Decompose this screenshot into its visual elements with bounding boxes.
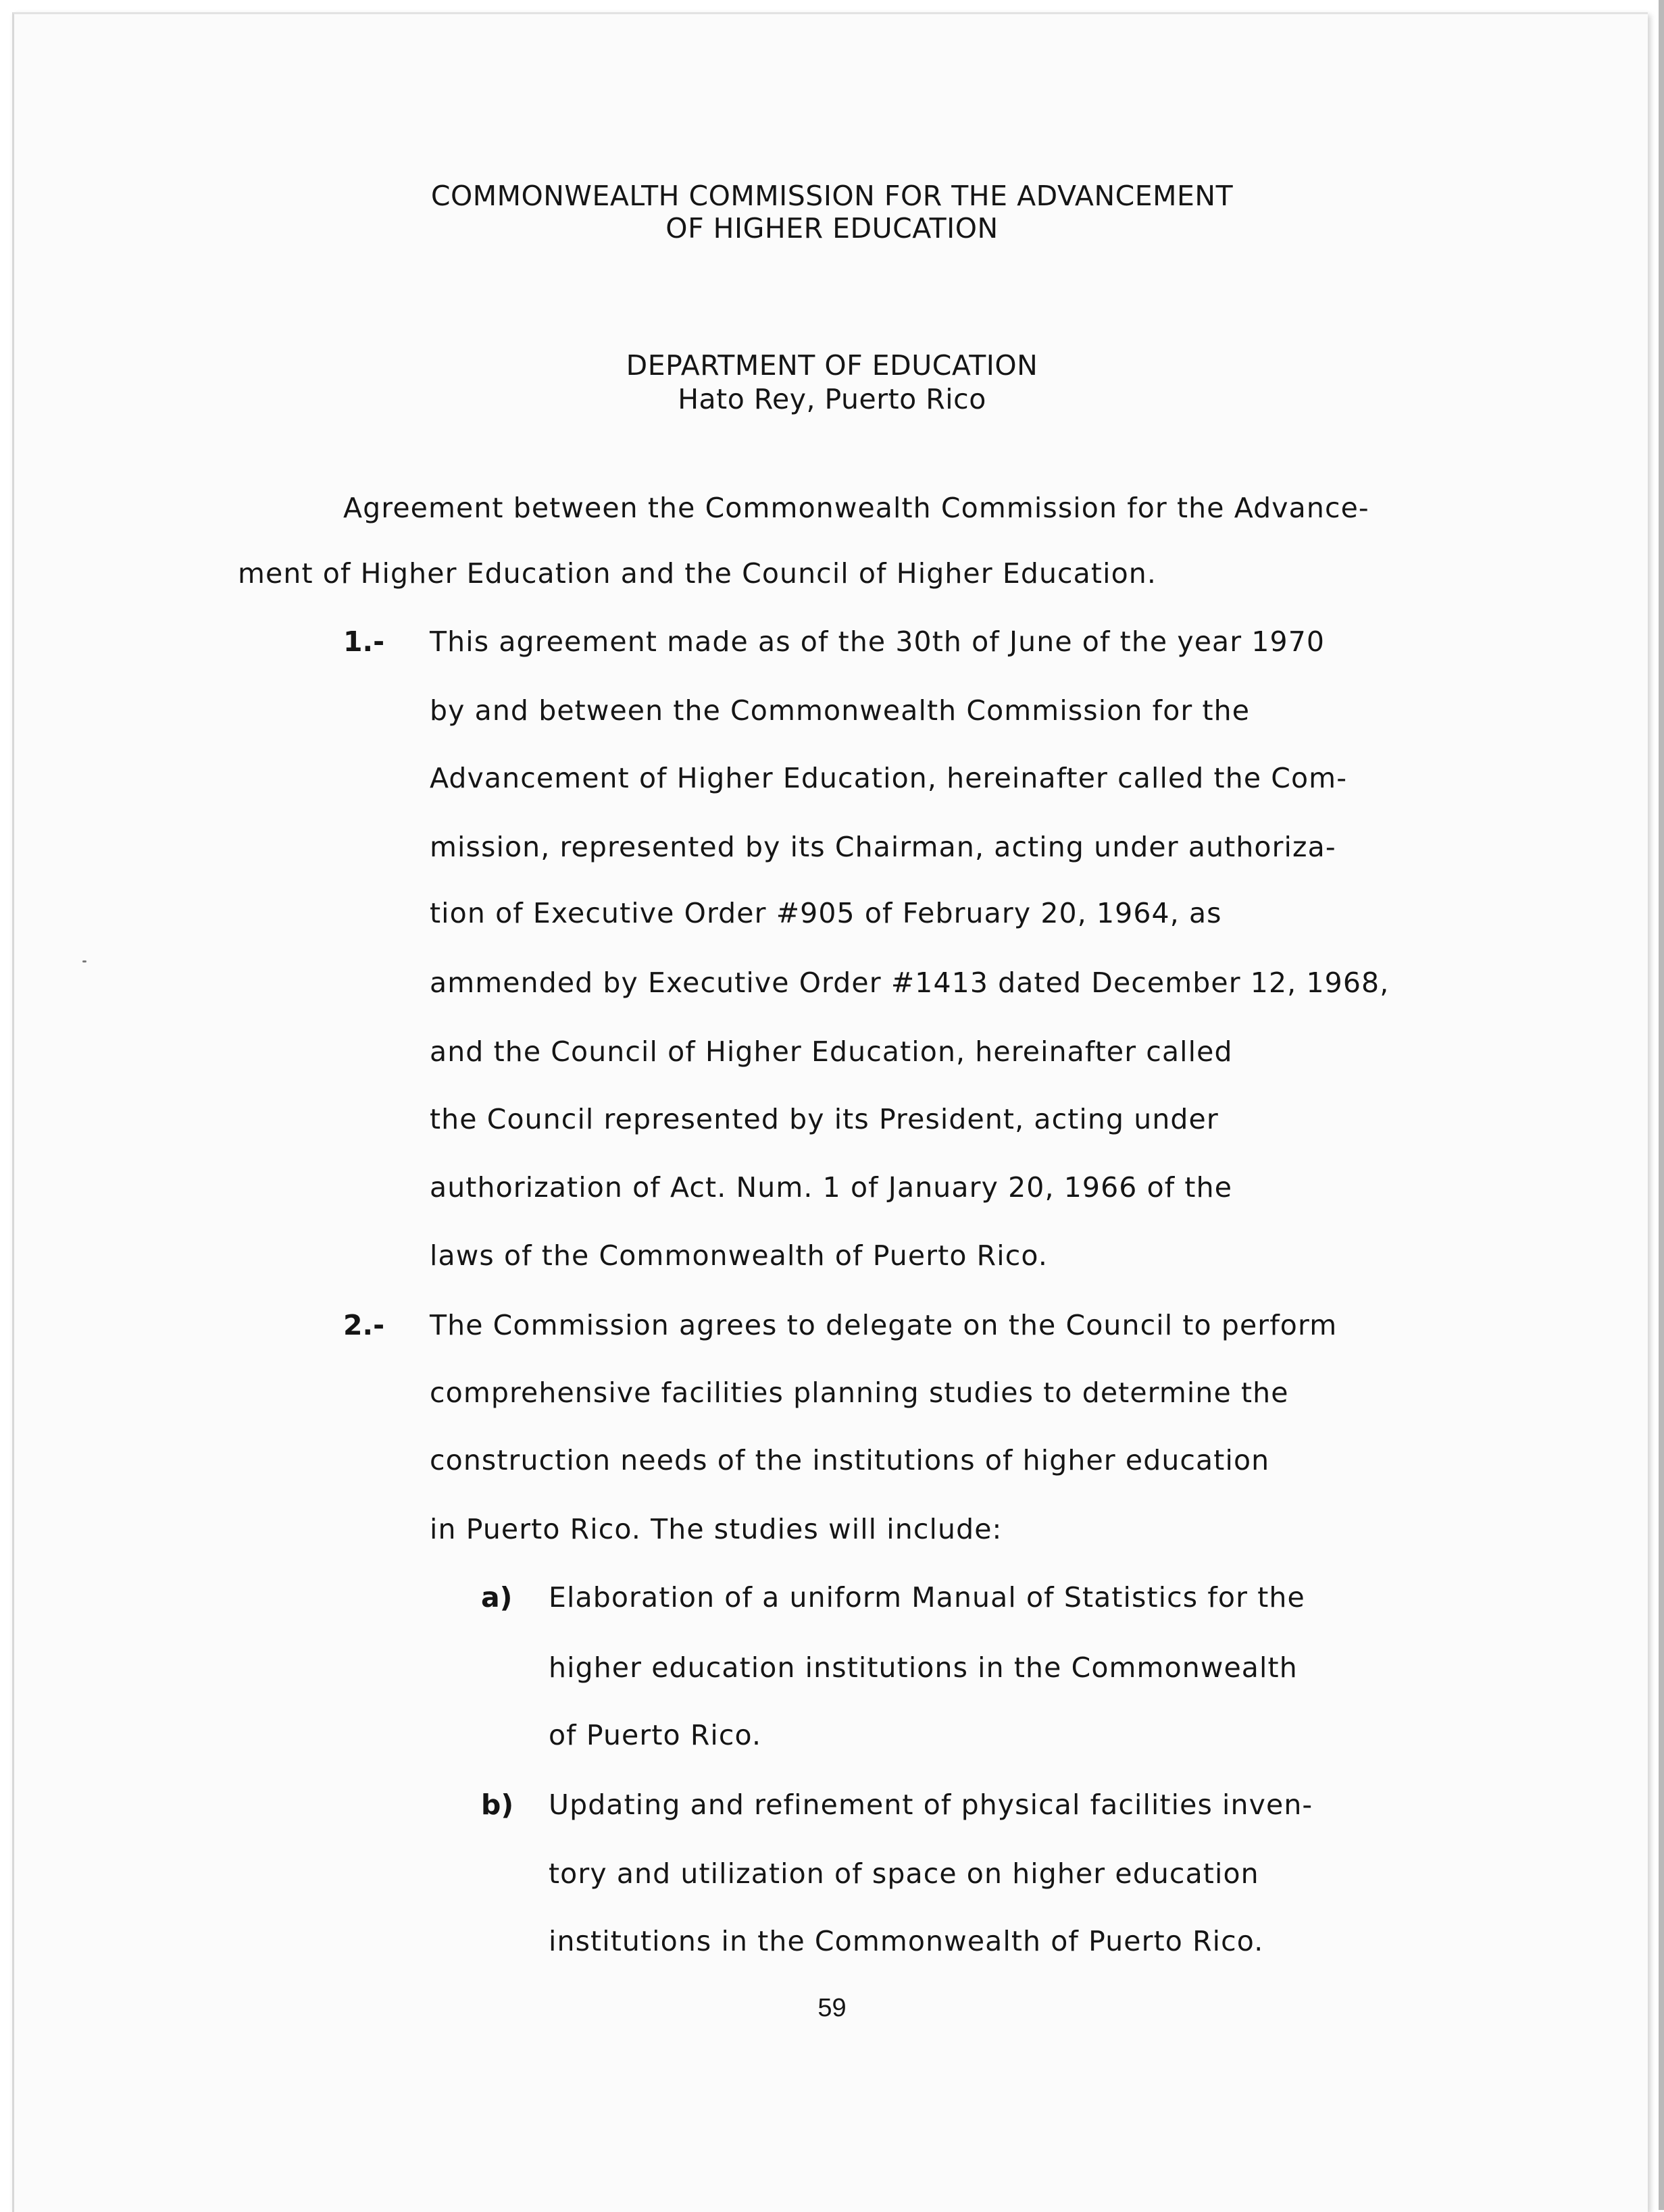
page-edge-shadow	[1659, 0, 1664, 2210]
subitem-b-line: tory and utilization of space on higher education	[549, 1857, 1259, 1890]
clause-2-number: 2.-	[343, 1309, 385, 1341]
clause-2-line: comprehensive facilities planning studies to determine the	[430, 1377, 1289, 1409]
commission-title-line-2: OF HIGHER EDUCATION	[665, 212, 999, 245]
subitem-a-line: higher education institutions in the Commonwealth	[549, 1651, 1298, 1684]
clause-2-line: construction needs of the institutions of higher education	[430, 1444, 1270, 1476]
subitem-a-label: a)	[481, 1581, 513, 1614]
clause-1-number: 1.-	[343, 625, 385, 658]
subitem-b-label: b)	[481, 1789, 514, 1821]
clause-2-line: in Puerto Rico. The studies will include:	[430, 1513, 1003, 1545]
clause-1-line: authorization of Act. Num. 1 of January 20, 1966 of the	[430, 1171, 1233, 1204]
clause-1-line: mission, represented by its Chairman, acting under authoriza-	[430, 831, 1336, 863]
commission-title-line-1: COMMONWEALTH COMMISSION FOR THE ADVANCEMENT	[430, 180, 1234, 212]
clause-1-line: by and between the Commonwealth Commission for the	[430, 694, 1251, 727]
clause-1-line: laws of the Commonwealth of Puerto Rico.	[430, 1239, 1048, 1272]
clause-1-line: and the Council of Higher Education, hereinafter called	[430, 1035, 1233, 1068]
subitem-a-line: of Puerto Rico.	[549, 1719, 762, 1751]
paper-speck	[82, 960, 86, 962]
subitem-a-line: Elaboration of a uniform Manual of Statistics for the	[549, 1581, 1305, 1614]
department-location: Hato Rey, Puerto Rico	[678, 383, 986, 415]
intro-line-2: ment of Higher Education and the Council of Higher Education.	[238, 557, 1157, 590]
intro-line-1: Agreement between the Commonwealth Commission for the Advance-	[343, 492, 1369, 524]
page-number: 59	[817, 1994, 847, 2022]
clause-1-line: Advancement of Higher Education, hereinafter called the Com-	[430, 762, 1348, 794]
clause-1-line: This agreement made as of the 30th of June of the year 1970	[430, 625, 1326, 658]
clause-1-line: tion of Executive Order #905 of February 20, 1964, as	[430, 897, 1222, 929]
clause-1-line: the Council represented by its President, acting under	[430, 1103, 1219, 1135]
clause-2-line: The Commission agrees to delegate on the Council to perform	[430, 1309, 1338, 1341]
department-title: DEPARTMENT OF EDUCATION	[626, 349, 1038, 382]
subitem-b-line: institutions in the Commonwealth of Puerto Rico.	[549, 1925, 1264, 1957]
clause-1-line: ammended by Executive Order #1413 dated December 12, 1968,	[430, 967, 1390, 999]
subitem-b-line: Updating and refinement of physical facilities inven-	[549, 1789, 1313, 1821]
